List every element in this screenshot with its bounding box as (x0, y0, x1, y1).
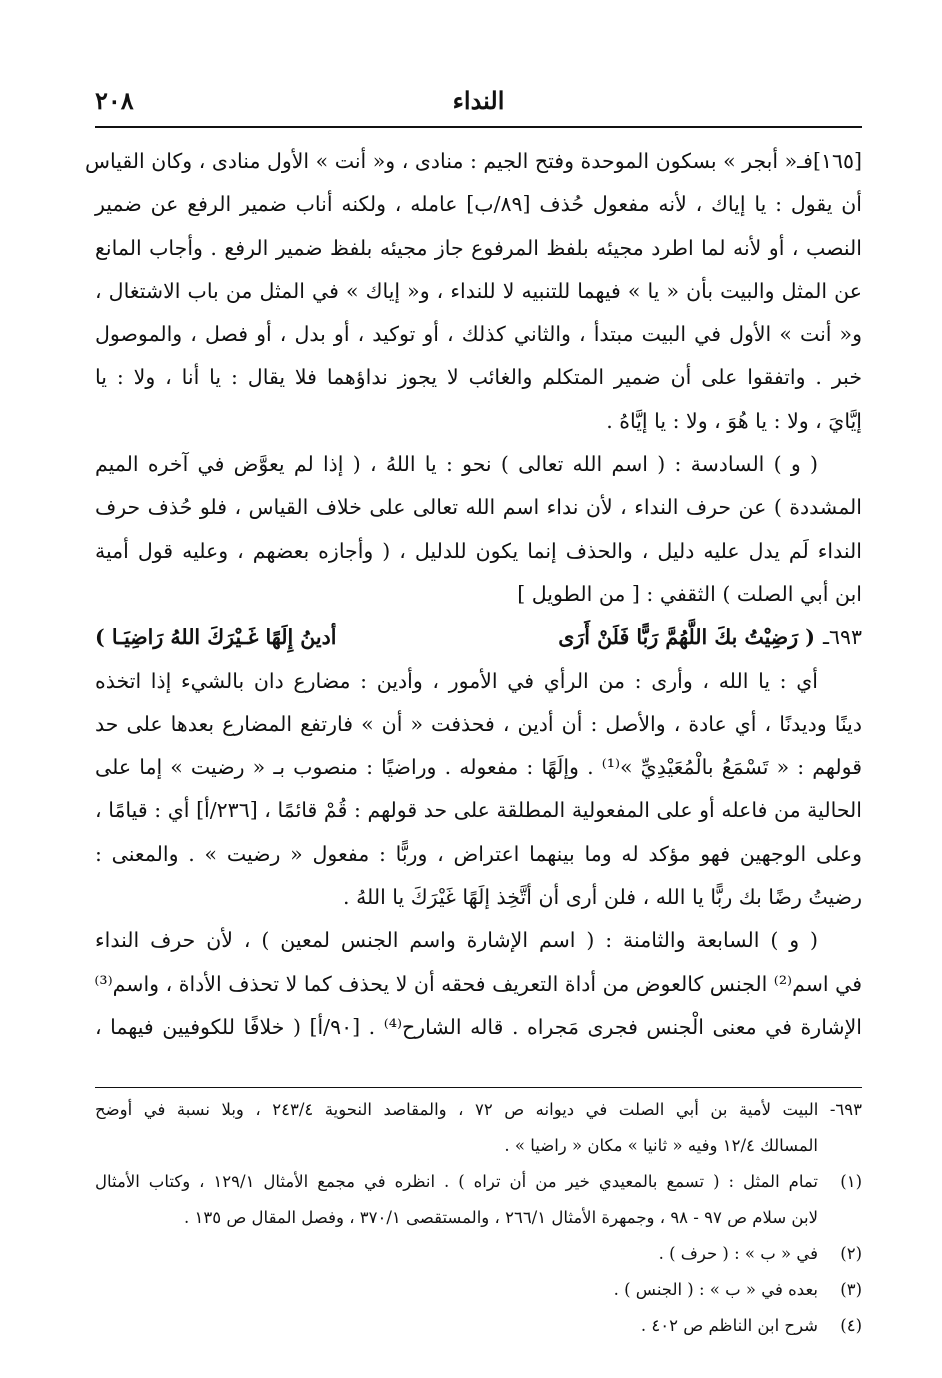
text-line: النداء لَم يدل عليه دليل ، والحذف إنما يكون للدليل ، ( وأجازه بعضهم ، وعليه قول أمية (95, 538, 862, 563)
text-line: أي : يا الله ، وأرى : من الرأي في الأمور ، وأدين : مضارع دان بالشيء إذا اتخذه (95, 668, 818, 693)
verse-second-hemistich: أدينُ إِلَهًا غَـيْرَكَ اللهُ رَاضِيَـا ) (95, 625, 337, 650)
text-line: [١٦٥]فـ« أبجر » بسكون الموحدة وفتح الجيم : منادى ، و« أنت » الأول منادى ، وكان القياس (84, 149, 862, 173)
footnote-text: في « ب » : ( حرف ) . (658, 1244, 818, 1263)
text-line: الإشارة في معنى الْجنس فجرى مَجراه . قاله الشارح⁽⁴⁾ . [٩٠/أ] ( خلافًا للكوفيين فيهما ، (95, 1014, 862, 1039)
footnote-mark: (١) (840, 1172, 862, 1191)
text-line: ابن أبي الصلت ) الثقفي : [ من الطويل ] (517, 581, 862, 606)
page-header (95, 86, 862, 124)
text-line: أن يقول : يا إياك ، لأنه مفعول حُذف [٨٩/ب] عامله ، ولكنه أناب ضمير الرفع عن ضمير (95, 192, 862, 217)
footnote-1-continued (95, 1200, 862, 1236)
text-line: ( و ) السابعة والثامنة : ( اسم الإشارة واسم الجنس لمعين ) ، لأن حرف النداء (95, 928, 818, 953)
text-line: في اسم⁽²⁾ الجنس كالعوض من أداة التعريف فحقه أن لا يحذف كما لا تحذف الأداة ، واسم⁽³⁾ (94, 971, 862, 996)
footnote-verse-line: المسالك ١٢/٤ وفيه « ثانيا » مكان « راضيا » . (504, 1136, 818, 1155)
footnote-text: تمام المثل : ( تسمع بالمعيدي خير من أن تراه ) . انظره في مجمع الأمثال ١٢٩/١ ، وكتاب الأمثال (95, 1172, 818, 1191)
footnote-text: بعده في « ب » : ( الجنس ) . (613, 1280, 818, 1299)
footnote-2 (95, 1236, 862, 1272)
text-line: و« أنت » الأول في البيت مبتدأ ، والثاني كذلك ، أو توكيد ، أو بدل ، أو فصل ، والموصول (95, 322, 862, 347)
header-divider (95, 126, 862, 128)
footnotes (95, 1092, 862, 1344)
verse-first-hemistich: ٦٩٣ـ( رَضِيْتُ بكَ اللَّهُمَّ رَبًّا فَلَنْ أَرَى (558, 625, 862, 650)
footnote-3 (95, 1272, 862, 1308)
text-line: قولهم : « تَسْمَعُ بالْمُعَيْدِيِّ »⁽¹⁾ . وإلَهًا : مفعوله . وراضيًا : منصوب بـ « رضيت » إما على (95, 755, 862, 780)
main-text (84, 140, 862, 1049)
footnote-mark: (٤) (840, 1316, 862, 1335)
text-line: عن المثل والبيت بأن « يا » فيهما للتنبيه لا للنداء ، و« إياك » في المثل من باب الاشتغال ، (95, 278, 862, 303)
text-line: خبر . واتفقوا على أن ضمير المتكلم والغائب لا يجوز نداؤهما فلا يقال : يا أنا ، ولا : يا (95, 365, 862, 390)
text-line: دينًا وديدنًا ، أي عادة ، والأصل : أن أدين ، فحذفت « أن » فارتفع المضارع بعدها على حد (95, 711, 862, 736)
footnote-mark: (٣) (840, 1280, 862, 1299)
verse-number: ٦٩٣ـ (822, 625, 862, 650)
footnote-mark: (٢) (840, 1244, 862, 1263)
footnote-1 (95, 1164, 862, 1200)
footnote-4 (95, 1308, 862, 1344)
text-line: رضيتُ رضًا بك ربًّا يا الله ، فلن أرى أن أتَّخِذ إلَهًا غَيْرَكَ يا اللهُ . (343, 885, 862, 910)
footnote-text: شرح ابن الناظم ص ٤٠٢ . (640, 1316, 818, 1335)
text-line: إيَّايَ ، ولا : يا هُوَ ، ولا : يا إيَّاهُ . (606, 408, 862, 433)
text-line: النصب ، أو لأنه لما اطرد مجيئه بلفظ المرفوع جاز مجيئه بلفظ ضمير الرفع . وأجاب المانع (95, 235, 862, 260)
text-line: الحالية من فاعله أو على المفعولية المطلقة على حد قولهم : قُمْ قائمًا ، [٢٣٦/أ] أي : قيامًا ، (95, 798, 862, 823)
text-line: المشددة ) عن حرف النداء ، لأن نداء اسم الله تعالى على خلاف القياس ، فلو حُذف حرف (95, 495, 862, 520)
footnote-text: لابن سلام ص ٩٧ - ٩٨ ، وجمهرة الأمثال ٢٦٦/١ ، والمستقصى ٣٧٠/١ ، وفصل المقال ص ١٣٥ . (184, 1208, 818, 1227)
poetry-verse (95, 616, 862, 659)
text-line: وعلى الوجهين فهو مؤكد له وما بينهما اعتراض ، وربًّا : مفعول « رضيت » . والمعنى : (95, 841, 862, 866)
text-line: ( و ) السادسة : ( اسم الله تعالى ) نحو : يا اللهُ ، ( إذا لم يعوَّض في آخره الميم (95, 452, 818, 477)
footnote-divider (95, 1087, 862, 1088)
footnote-verse-line: ٦٩٣- البيت لأمية بن أبي الصلت في ديوانه ص ٧٢ ، والمقاصد النحوية ٢٤٣/٤ ، وبلا نسبة في أوضح (95, 1100, 862, 1119)
page-number: ٢٠٨ (95, 86, 134, 115)
page-title: النداء (452, 86, 505, 115)
